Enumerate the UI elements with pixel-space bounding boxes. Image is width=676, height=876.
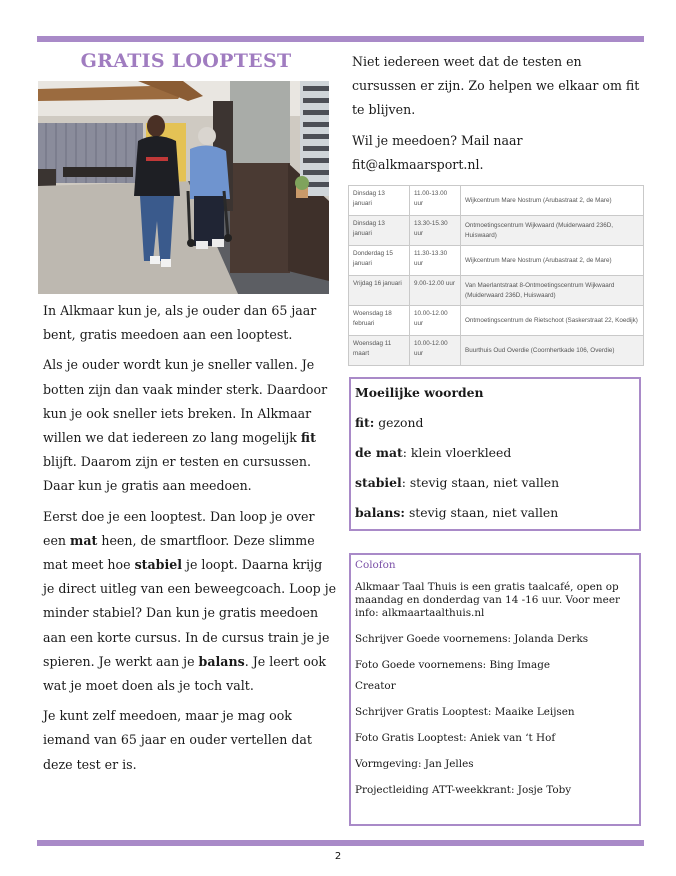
colofon-credit: Schrijver Gratis Looptest: Maaike Leijsen bbox=[355, 706, 575, 718]
schedule-location: Wijkcentrum Mare Nostrum (Arubastraat 2, de Mare) bbox=[461, 186, 644, 216]
colofon-credit: Projectleiding ATT-weekkrant: Josje Toby bbox=[355, 784, 572, 796]
word-entry bbox=[355, 473, 635, 493]
schedule-time: 10.00-12.00 uur bbox=[410, 306, 461, 336]
article-paragraph-6-contact: Wil je meedoen? Mail naar fit@alkmaarsport.nl. bbox=[352, 132, 523, 172]
bottom-divider bbox=[37, 840, 644, 846]
article-column-right bbox=[352, 50, 644, 183]
table-row bbox=[349, 336, 644, 366]
colofon-credit: Foto Gratis Looptest: Aniek van ‘t Hof bbox=[355, 732, 556, 744]
schedule-location: Van Maerlantstraat 8-Ontmoetingscentrum Wijkwaard (Muiderwaard 236D, Huiswaard) bbox=[461, 276, 644, 306]
keyword-balans: balans bbox=[198, 653, 245, 669]
keyword-fit: fit bbox=[300, 430, 316, 446]
schedule-day: Woensdag 18 februari bbox=[349, 306, 410, 336]
difficult-words-heading: Moeilijke woorden bbox=[355, 385, 484, 400]
page-number: 2 bbox=[334, 851, 342, 862]
table-row bbox=[349, 216, 644, 246]
article-body-continued bbox=[352, 50, 644, 177]
top-divider bbox=[37, 36, 644, 42]
schedule-location: Ontmoetingscentrum Wijkwaard (Muiderwaard 236D, Huiswaard) bbox=[461, 216, 644, 246]
colofon-credit: Creator bbox=[355, 680, 396, 692]
colofon-credit: Foto Goede voornemens: Bing Image bbox=[355, 659, 551, 671]
colofon-credit: Vormgeving: Jan Jelles bbox=[355, 758, 474, 770]
schedule-time: 9.00-12.00 uur bbox=[410, 276, 461, 306]
schedule-table bbox=[348, 185, 644, 366]
table-row bbox=[349, 306, 644, 336]
article-paragraph-5: Niet iedereen weet dat de testen en cursussen er zijn. Zo helpen we elkaar om fit te blijven. bbox=[352, 54, 640, 118]
schedule-time: 10.00-12.00 uur bbox=[410, 336, 461, 366]
keyword-mat: mat bbox=[70, 532, 98, 548]
schedule-day: Dinsdag 13 januari bbox=[349, 216, 410, 246]
schedule-location: Ontmoetingscentrum de Rietschoot (Saskerstraat 22, Koedijk) bbox=[461, 306, 644, 336]
colofon-box bbox=[349, 553, 641, 826]
word-entry bbox=[355, 443, 635, 463]
word-entry bbox=[355, 413, 635, 433]
table-row bbox=[349, 246, 644, 276]
word-term: fit: bbox=[355, 415, 375, 430]
article-paragraph-2: Als je ouder wordt kun je sneller vallen. Je botten zijn dan vaak minder sterk. Daardoor kun je ook sneller iets breken. In Alkmaar willen we dat iedereen zo lang mogelijk fit blijft. Daarom zijn er testen en cursussen. Daar kun je gratis aan meedoen. bbox=[43, 357, 328, 494]
word-term: balans: bbox=[355, 505, 405, 520]
schedule-location: Wijkcentrum Mare Nostrum (Arubastraat 2, de Mare) bbox=[461, 246, 644, 276]
word-term: stabiel bbox=[355, 475, 402, 490]
colofon-intro: Alkmaar Taal Thuis is een gratis taalcafé, open op maandag en donderdag van 14 -16 uur. Voor meer info: alkmaartaalthuis.nl bbox=[355, 581, 620, 619]
schedule-time: 13.30-15.30 uur bbox=[410, 216, 461, 246]
photo-illustration bbox=[38, 81, 329, 294]
article-photo bbox=[38, 81, 329, 294]
word-definition: : stevig staan, niet vallen bbox=[401, 475, 560, 490]
article-column-left bbox=[38, 48, 337, 783]
word-entry bbox=[355, 503, 635, 523]
article-body bbox=[38, 299, 337, 777]
schedule-day: Donderdag 15 januari bbox=[349, 246, 410, 276]
word-definition: : klein vloerkleed bbox=[402, 445, 512, 460]
difficult-words-box bbox=[349, 377, 641, 531]
colofon-credit: Schrijver Goede voornemens: Jolanda Derks bbox=[355, 633, 589, 645]
colofon-heading: Colofon bbox=[355, 559, 396, 571]
table-row bbox=[349, 276, 644, 306]
article-paragraph-3: Eerst doe je een looptest. Dan loop je over een mat heen, de smartfloor. Deze slimme mat meet hoe stabiel je loopt. Daarna krijg je direct uitleg van een beweegcoach. Loop je minder stabiel? Dan kun je gratis meedoen aan een korte cursus. In de cursus train je je spieren. Je werkt aan je balans. Je leert ook wat je moet doen als je toch valt. bbox=[43, 508, 337, 694]
schedule-location: Buurthuis Oud Overdie (Coornhertkade 106, Overdie) bbox=[461, 336, 644, 366]
article-paragraph-1: In Alkmaar kun je, als je ouder dan 65 jaar bent, gratis meedoen aan een looptest. bbox=[43, 303, 317, 343]
table-row bbox=[349, 186, 644, 216]
word-definition: gezond bbox=[374, 415, 424, 430]
schedule-day: Vrijdag 16 januari bbox=[349, 276, 410, 306]
schedule-day: Woensdag 11 maart bbox=[349, 336, 410, 366]
article-paragraph-4: Je kunt zelf meedoen, maar je mag ook iemand van 65 jaar en ouder vertellen dat deze test er is. bbox=[43, 708, 312, 772]
schedule-day: Dinsdag 13 januari bbox=[349, 186, 410, 216]
article-title: GRATIS LOOPTEST bbox=[80, 50, 292, 72]
schedule-time: 11.30-13.30 uur bbox=[410, 246, 461, 276]
schedule-time: 11.00-13.00 uur bbox=[410, 186, 461, 216]
word-definition: stevig staan, niet vallen bbox=[405, 505, 559, 520]
word-term: de mat bbox=[355, 445, 403, 460]
keyword-stabiel: stabiel bbox=[134, 557, 183, 573]
